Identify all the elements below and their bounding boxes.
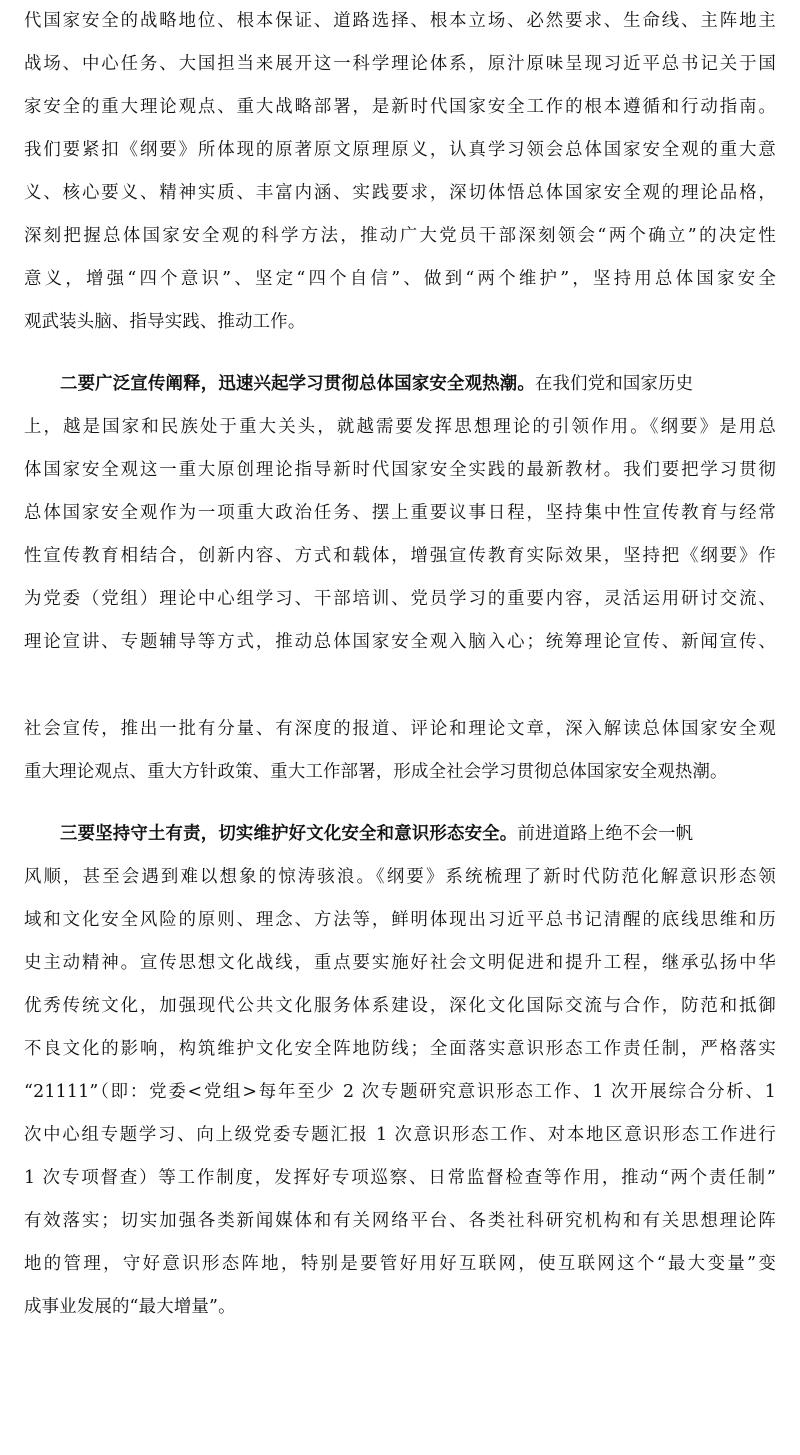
text-line: 意义，增强“四个意识”、坚定“四个自信”、做到“两个维护”，坚持用总体国家安全: [24, 269, 776, 289]
text-line: 代国家安全的战略地位、根本保证、道路选择、根本立场、必然要求、生命线、主阵地主: [24, 11, 776, 31]
text-line: 体国家安全观这一重大原创理论指导新时代国家安全实践的最新教材。我们要把学习贯彻: [24, 460, 776, 480]
section-text: 在我们党和国家历史: [534, 374, 694, 394]
text-line: “21111”（即：党委<党组>每年至少 2 次专题研究意识形态工作、1 次开展综合分析、1: [24, 1082, 776, 1102]
text-line: [24, 363, 776, 406]
text-line: 不良文化的影响，构筑维护文化安全阵地防线；全面落实意识形态工作责任制，严格落实: [24, 1039, 776, 1059]
text-line: 我们要紧扣《纲要》所体现的原著原文原理原义，认真学习领会总体国家安全观的重大意: [24, 140, 776, 160]
section-text: 前进道路上绝不会一帆: [517, 824, 694, 844]
text-line: [24, 813, 776, 856]
paragraph-2: [24, 363, 776, 794]
text-line: 为党委（党组）理论中心组学习、干部培训、党员学习的重要内容，灵活运用研讨交流、: [24, 589, 776, 609]
text-line: 1 次专项督查）等工作制度，发挥好专项巡察、日常监督检查等作用，推动“两个责任制”: [24, 1168, 776, 1188]
text-line: 义、核心要义、精神实质、丰富内涵、实践要求，深切体悟总体国家安全观的理论品格，: [24, 183, 776, 203]
text-line: 优秀传统文化，加强现代公共文化服务体系建设，深化文化国际交流与合作，防范和抵御: [24, 996, 776, 1016]
text-line: 风顺，甚至会遇到难以想象的惊涛骇浪。《纲要》系统梳理了新时代防范化解意识形态领: [24, 867, 776, 887]
text-line: 重大理论观点、重大方针政策、重大工作部署，形成全社会学习贯彻总体国家安全观热潮。: [24, 762, 728, 782]
text-line: 观武装头脑、指导实践、推动工作。: [24, 312, 306, 332]
text-line: 上，越是国家和民族处于重大关头，就越需要发挥思想理论的引领作用。《纲要》是用总: [24, 417, 776, 437]
text-line: 战场、中心任务、大国担当来展开这一科学理论体系，原汁原味呈现习近平总书记关于国: [24, 54, 776, 74]
text-line: 史主动精神。宣传思想文化战线，重点要实施好社会文明促进和提升工程，继承弘扬中华: [24, 953, 776, 973]
text-line: 总体国家安全观作为一项重大政治任务、摆上重要议事日程，坚持集中性宣传教育与经常: [24, 503, 776, 523]
text-line: 家安全的重大理论观点、重大战略部署，是新时代国家安全工作的根本遵循和行动指南。: [24, 97, 776, 117]
paragraph-1-continuation: [24, 0, 776, 344]
text-line: 成事业发展的“最大增量”。: [24, 1297, 236, 1317]
text-line: 有效落实；切实加强各类新闻媒体和有关网络平台、各类社科研究机构和有关思想理论阵: [24, 1211, 776, 1231]
section-heading-2: 二要广泛宣传阐释，迅速兴起学习贯彻总体国家安全观热潮。: [60, 374, 535, 394]
text-line: 性宣传教育相结合，创新内容、方式和载体，增强宣传教育实际效果，坚持把《纲要》作: [24, 546, 776, 566]
section-heading-3: 三要坚持守土有责，切实维护好文化安全和意识形态安全。: [60, 824, 518, 844]
text-line: 社会宣传，推出一批有分量、有深度的报道、评论和理论文章，深入解读总体国家安全观: [24, 719, 776, 739]
text-line: 地的管理，守好意识形态阵地，特别是要管好用好互联网，使互联网这个“最大变量”变: [24, 1254, 776, 1274]
text-line: 次中心组专题学习、向上级党委专题汇报 1 次意识形态工作、对本地区意识形态工作进行: [24, 1125, 776, 1145]
paragraph-3: [24, 813, 776, 1329]
text-line: 域和文化安全风险的原则、理念、方法等，鲜明体现出习近平总书记清醒的底线思维和历: [24, 910, 776, 930]
text-line: 理论宣讲、专题辅导等方式，推动总体国家安全观入脑入心；统筹理论宣传、新闻宣传、: [24, 632, 776, 652]
document-page: [24, 0, 776, 1329]
text-line: 深刻把握总体国家安全观的科学方法，推动广大党员干部深刻领会“两个确立”的决定性: [24, 226, 776, 246]
